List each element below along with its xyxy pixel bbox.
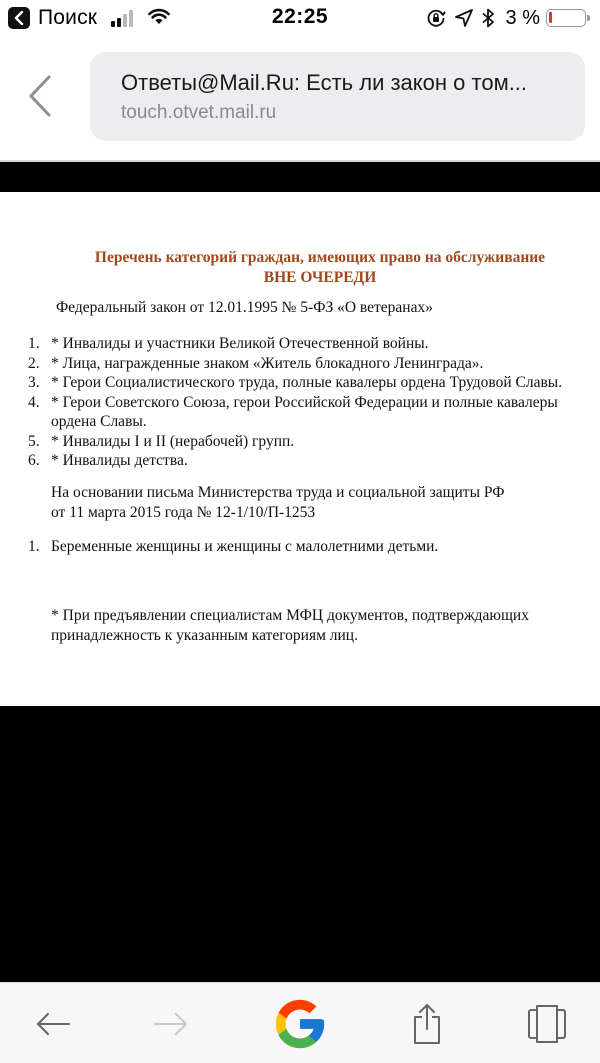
- page-title: Ответы@Mail.Ru: Есть ли закон о том...: [121, 70, 528, 95]
- list-item: 4. * Герои Советского Союза, герои Российской Федерации и полные кавалеры ордена Славы.: [28, 393, 558, 430]
- orientation-lock-icon: [426, 8, 446, 28]
- footnote: * При предъявлении специалистам МФЦ документов, подтверждающих принадлежность к указанным категориям лиц.: [51, 607, 529, 644]
- status-bar: [0, 0, 600, 36]
- bottom-toolbar: [0, 982, 600, 1063]
- image-border-bottom: [0, 706, 600, 982]
- back-icon: [35, 1012, 71, 1036]
- battery-percent: 3 %: [505, 6, 540, 29]
- document-heading-line2: ВНЕ ОЧЕРЕДИ: [263, 269, 377, 286]
- chevron-left-icon: [27, 74, 53, 118]
- list-item: 2. * Лица, награжденные знаком «Житель блокадного Ленинграда».: [28, 354, 484, 372]
- battery-icon: [546, 9, 586, 27]
- law-reference: Федеральный закон от 12.01.1995 № 5-ФЗ «О ветеранах»: [56, 299, 433, 316]
- share-icon: [411, 1003, 443, 1045]
- nav-back-button[interactable]: [20, 72, 60, 120]
- share-button[interactable]: [402, 983, 452, 1063]
- google-button[interactable]: [268, 983, 332, 1063]
- list-item: 1. * Инвалиды и участники Великой Отечественной войны.: [28, 335, 429, 352]
- document-heading-line1: Перечень категорий граждан, имеющих право на обслуживание: [94, 249, 546, 266]
- clock: 22:25: [271, 5, 329, 28]
- document-heading: [0, 248, 600, 288]
- document-image: [0, 192, 600, 706]
- list-item: 3. * Герои Социалистического труда, полные кавалеры ордена Трудовой Славы.: [28, 374, 563, 391]
- forward-icon: [153, 1012, 189, 1036]
- image-border-top: [0, 162, 600, 192]
- battery-level-fill: [549, 12, 552, 23]
- categories-list: [28, 334, 592, 471]
- list-item: 1. Беременные женщины и женщины с малолетними детьми.: [28, 538, 439, 555]
- back-button[interactable]: [28, 983, 78, 1063]
- status-right: [417, 5, 586, 31]
- google-logo: [271, 995, 329, 1053]
- back-app-label[interactable]: Поиск: [38, 6, 98, 29]
- url-bar[interactable]: [90, 52, 585, 141]
- navigation-header: [0, 36, 600, 162]
- page-domain: touch.otvet.mail.ru: [121, 102, 277, 123]
- forward-button[interactable]: [146, 983, 196, 1063]
- extra-categories-list: [28, 538, 438, 556]
- list-item: 6. * Инвалиды детства.: [28, 452, 188, 469]
- tabs-icon: [527, 1004, 567, 1044]
- list-item: 5. * Инвалиды I и II (нерабочей) групп.: [28, 432, 295, 450]
- location-arrow-icon: [455, 9, 473, 27]
- tabs-button[interactable]: [522, 983, 572, 1063]
- basis-note: На основании письма Министерства труда и социальной защиты РФ от 11 марта 2015 года № 12-1/10/П-1253: [51, 484, 505, 521]
- bluetooth-icon: [482, 8, 494, 28]
